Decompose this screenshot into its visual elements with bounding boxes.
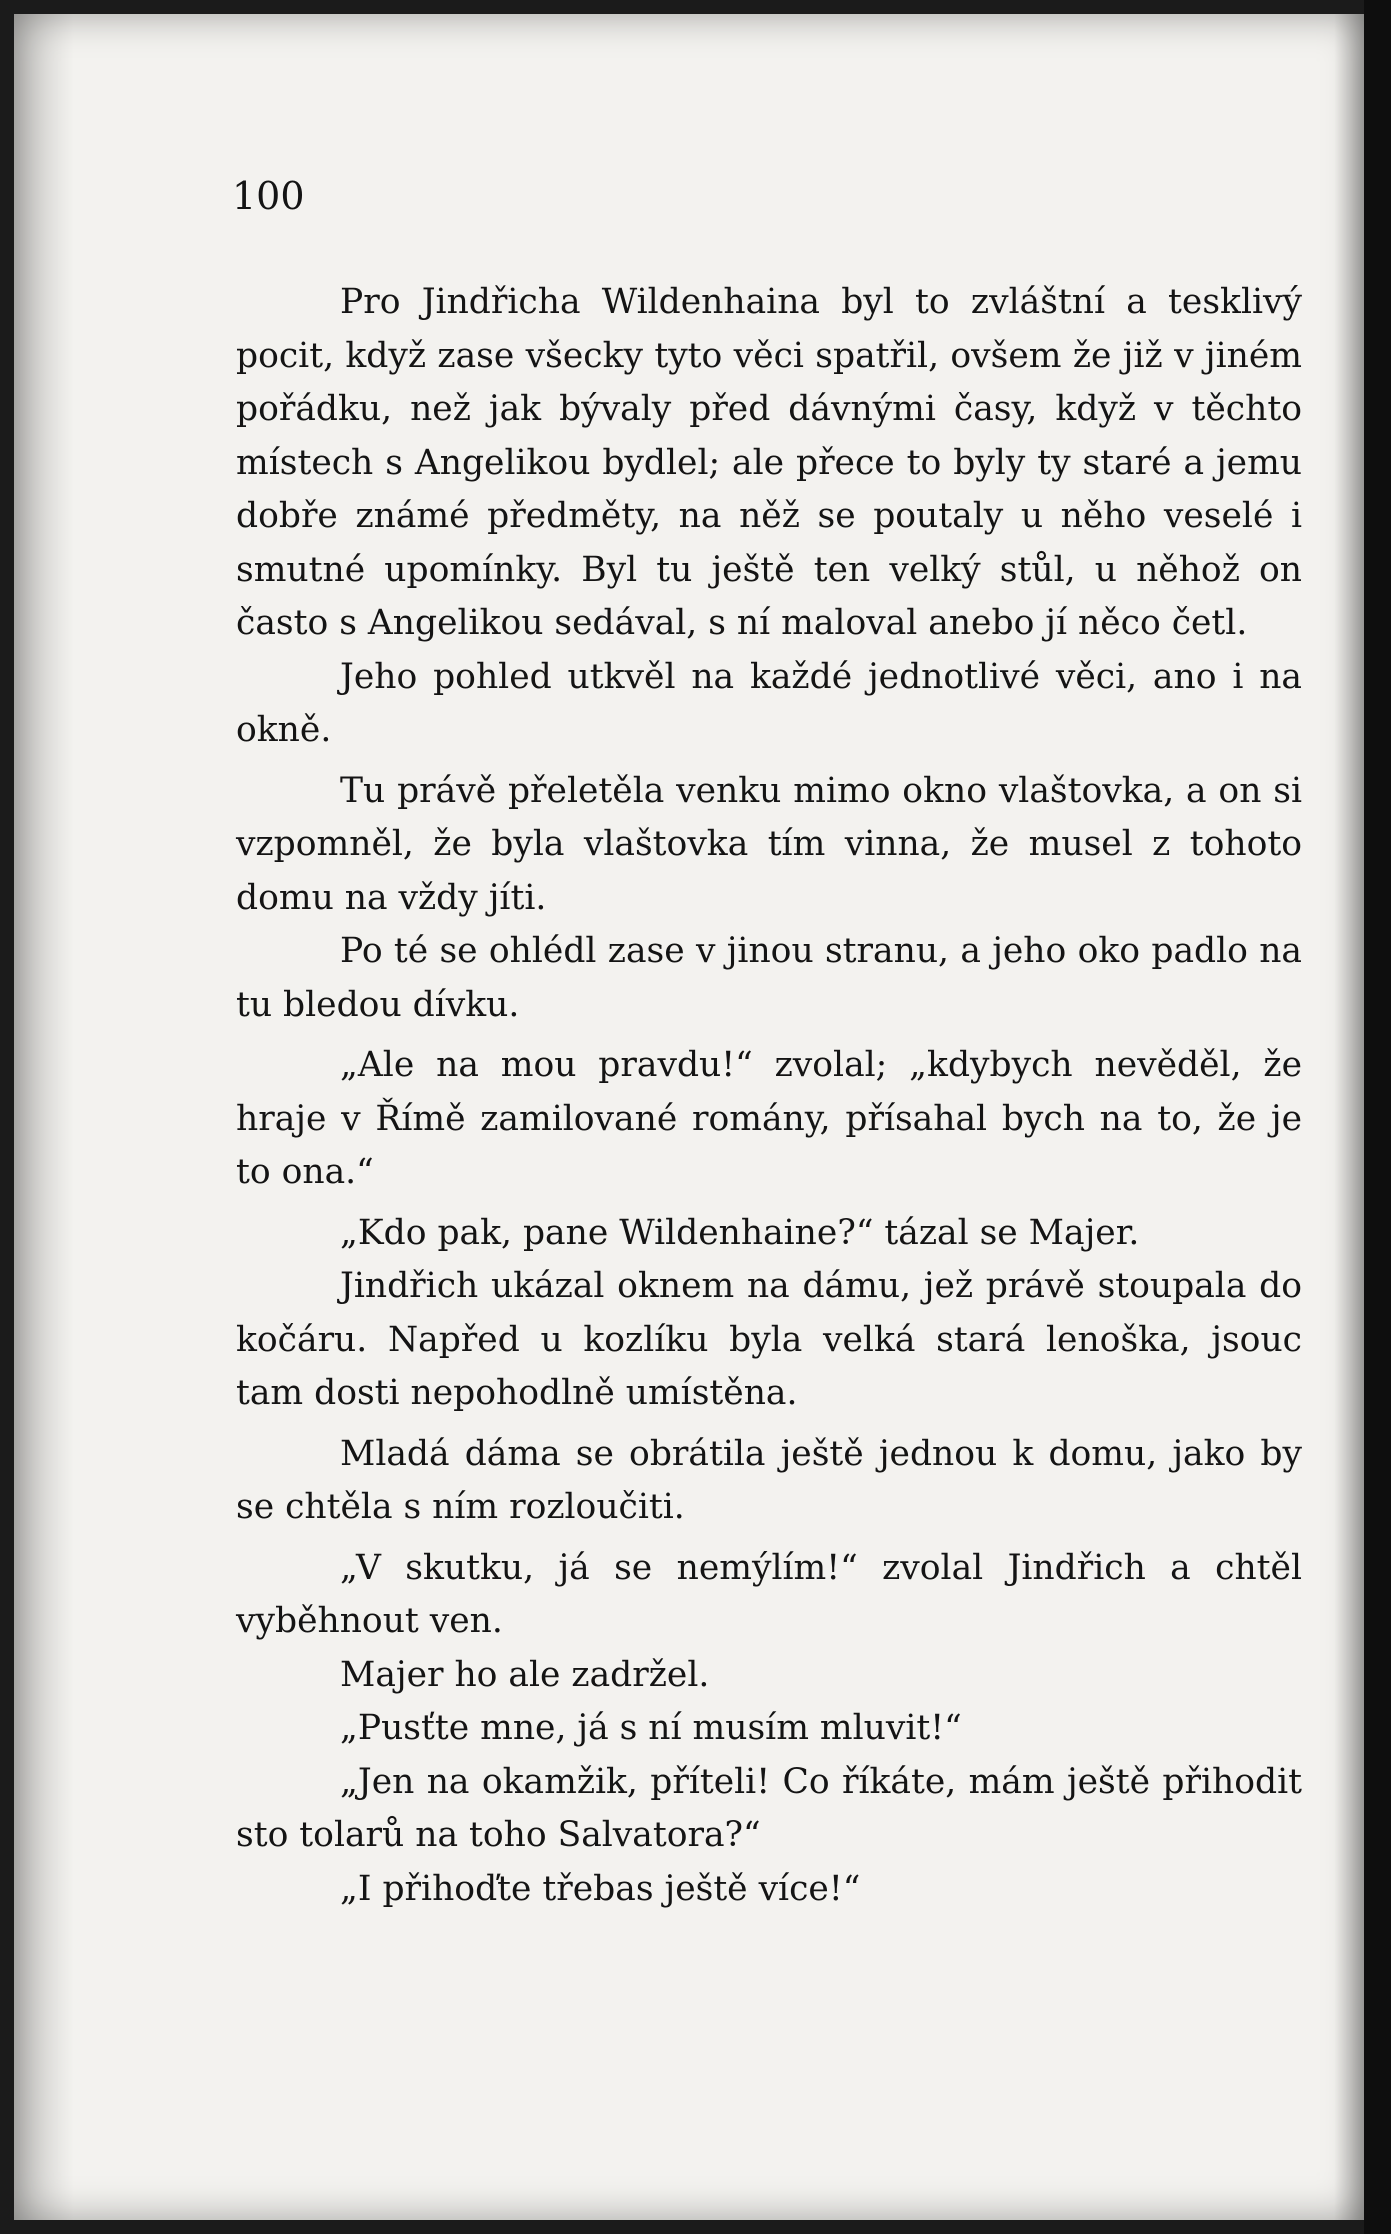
paragraph: Jindřich ukázal oknem na dámu, jež právě stoupala do kočáru. Napřed u kozlíku byla velká stará lenoška, jsouc tam dosti nepohodlně umístěna. (236, 1266, 1302, 1413)
paragraph: „I přihoďte třebas ještě více!“ (340, 1868, 861, 1909)
paragraph: „Ale na mou pravdu!“ zvolal; „kdybych nevěděl, že hraje v Římě zamilované romány, přísahal bych na to, že je to ona.“ (236, 1045, 1302, 1192)
book-page (14, 14, 1364, 2220)
paragraph: „V skutku, já se nemýlím!“ zvolal Jindřich a chtěl vyběhnout ven. (236, 1547, 1302, 1641)
paragraph: Tu právě přeletěla venku mimo okno vlaštovka, a on si vzpomněl, že byla vlaštovka tím vinna, že musel z tohoto domu na vždy jíti. (236, 770, 1302, 918)
paragraph: Majer ho ale zadržel. (340, 1654, 710, 1695)
paragraph: Po té se ohlédl zase v jinou stranu, a jeho oko padlo na tu bledou dívku. (236, 931, 1302, 1025)
paragraph: „Kdo pak, pane Wildenhaine?“ tázal se Majer. (340, 1212, 1140, 1253)
body-text (236, 276, 1302, 1916)
paragraph: Mladá dáma se obrátila ještě jednou k domu, jako by se chtěla s ním rozloučiti. (236, 1433, 1302, 1527)
paragraph: „Jen na okamžik, příteli! Co říkáte, mám ještě přihodit sto tolarů na toho Salvatora?“ (236, 1761, 1302, 1855)
scan-edge (1364, 0, 1391, 2234)
page-number: 100 (232, 174, 305, 218)
paragraph: Pro Jindřicha Wildenhaina byl to zvláštní a tesklivý pocit, když zase všecky tyto věci spatřil, ovšem že již v jiném pořádku, než jak bývaly před dávnými časy, když v těchto místech s Angelikou bydlel; ale přece to byly ty staré a jemu dobře známé předměty, na něž se poutaly u něho veselé i smutné upomínky. Byl tu ještě ten velký stůl, u něhož on často s Angelikou sedával, s ní maloval anebo jí něco četl. (236, 282, 1302, 643)
paragraph: „Pusťte mne, já s ní musím mluvit!“ (340, 1708, 962, 1748)
paragraph: Jeho pohled utkvěl na každé jednotlivé věci, ano i na okně. (236, 656, 1302, 750)
